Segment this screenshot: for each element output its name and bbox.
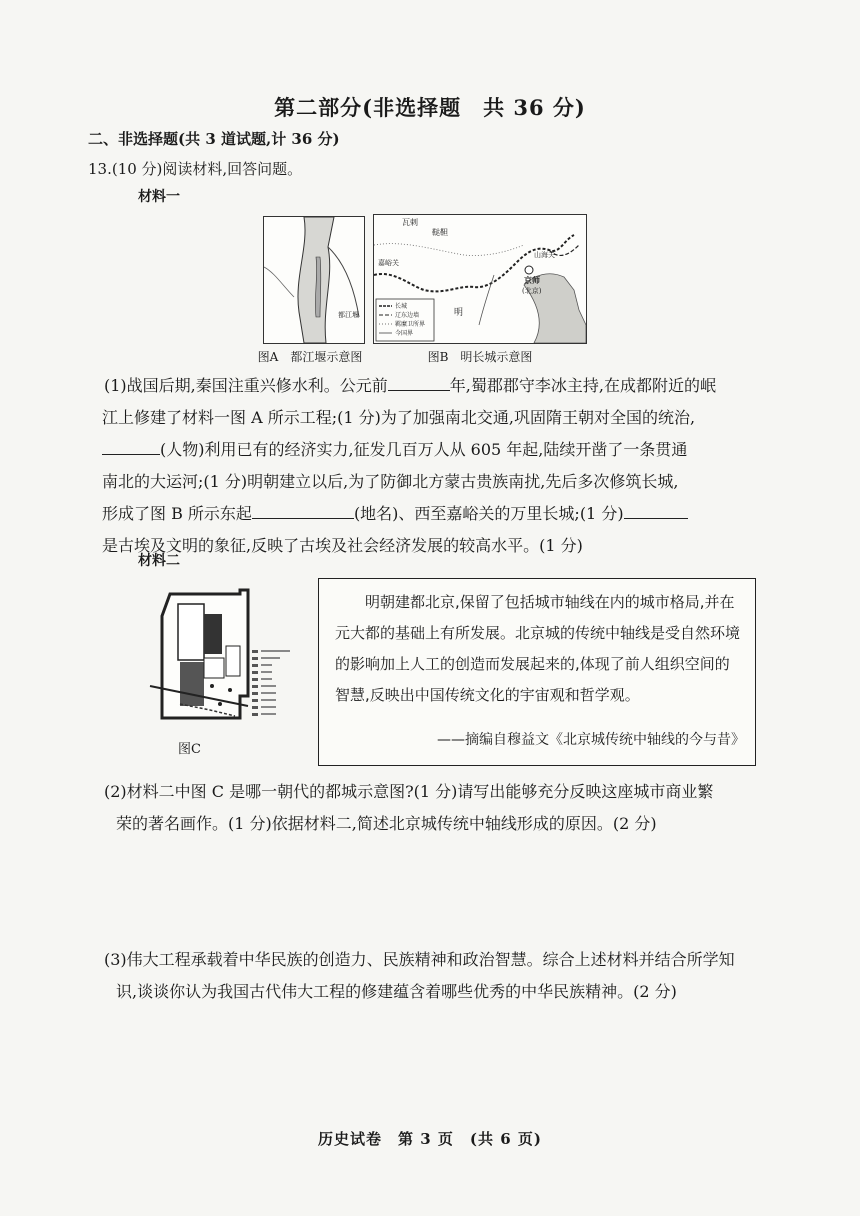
figure-a-dujiangyan-map [263, 216, 365, 344]
map-b-label-dada: 鞑靼 [432, 228, 448, 237]
map-b-label-beijing: (北京) [522, 287, 542, 295]
legend-border: 今国界 [395, 330, 414, 337]
quote-source: ——摘编自穆益文《北京城传统中轴线的今与昔》 [437, 732, 745, 748]
figure-c-beijing-city-map [140, 586, 310, 732]
answer-blank-person[interactable] [102, 438, 160, 455]
question-13-3: (3)伟大工程承载着中华民族的创造力、民族精神和政治智慧。综合上述材料并结合所学知 识,谈谈你认为我国古代伟大工程的修建蕴含着哪些优秀的中华民族精神。(2 分) [104, 950, 735, 1001]
figure-c-caption: 图C [178, 742, 201, 757]
part-title: 第二部分(非选择题 共 36 分) [274, 95, 586, 120]
question-13-2: (2)材料二中图 C 是哪一朝代的都城示意图?(1 分)请写出能够充分反映这座城市商业繁 荣的著名画作。(1 分)依据材料二,简述北京城传统中轴线形成的原因。(2 分) [104, 782, 714, 833]
section-title: 二、非选择题(共 3 道试题,计 36 分) [88, 130, 340, 148]
map-b-label-shanhaiguan: 山海关 [534, 251, 555, 259]
legend-liaodong: 辽东边墙 [395, 312, 420, 319]
page-footer: 历史试卷 第 3 页 (共 6 页) [318, 1130, 542, 1148]
material-2-label: 材料二 [138, 553, 180, 569]
material-2-quote-box [318, 578, 756, 766]
material-1-label: 材料一 [138, 189, 180, 205]
answer-blank-year[interactable] [388, 374, 450, 391]
map-b-label-wala: 瓦剌 [402, 218, 418, 227]
question-13-1: (1)战国后期,秦国注重兴修水利。公元前 年,蜀郡郡守李冰主持,在成都附近的岷 江上修建了材料一图 A 所示工程;(1 分)为了加强南北交通,巩固隋王朝对全国的统治, (人物)利用已有的经济实力,征发几百万人从 605 年起,陆续开凿了一条贯通 南北的大运河;(1 分)明朝建立以后,为了防御北方蒙古贵族南扰,先后多次修筑长城, 形成了图 B 所示东起 (地名)、西至嘉峪关的万里长城;(1 分) 是古埃及文明的象征,反映了古埃及社会经济发展的较高水平。(1 分) [102, 376, 716, 555]
answer-area-3[interactable] [104, 1012, 784, 1112]
quote-text: 明朝建都北京,保留了包括城市轴线在内的城市格局,并在元大都的基础上有所发展。北京城的传统中轴线是受自然环境的影响加上人工的创造而发展起来的,体现了前人组织空间的智慧,反映出中国传统文化的宇宙观和哲学观。 [335, 593, 741, 704]
map-b-label-ming: 明 [454, 308, 464, 318]
question-13-heading: 13.(10 分)阅读材料,回答问题。 [88, 160, 303, 178]
answer-area-2[interactable] [104, 846, 784, 936]
map-b-label-jiayuguan: 嘉峪关 [378, 259, 399, 267]
legend-wall: 长城 [395, 303, 408, 310]
legend-jimi: 羁縻卫所界 [395, 321, 426, 328]
figure-a-caption: 图A 都江堰示意图 [257, 350, 363, 364]
figure-b-great-wall-map [373, 214, 587, 344]
answer-blank-place[interactable] [252, 502, 354, 519]
answer-blank-symbol[interactable] [624, 502, 688, 519]
map-a-label: 都江堰 [338, 311, 359, 319]
map-b-label-jingshi: 京师 [524, 275, 540, 285]
figure-b-caption: 图B 明长城示意图 [427, 350, 533, 364]
